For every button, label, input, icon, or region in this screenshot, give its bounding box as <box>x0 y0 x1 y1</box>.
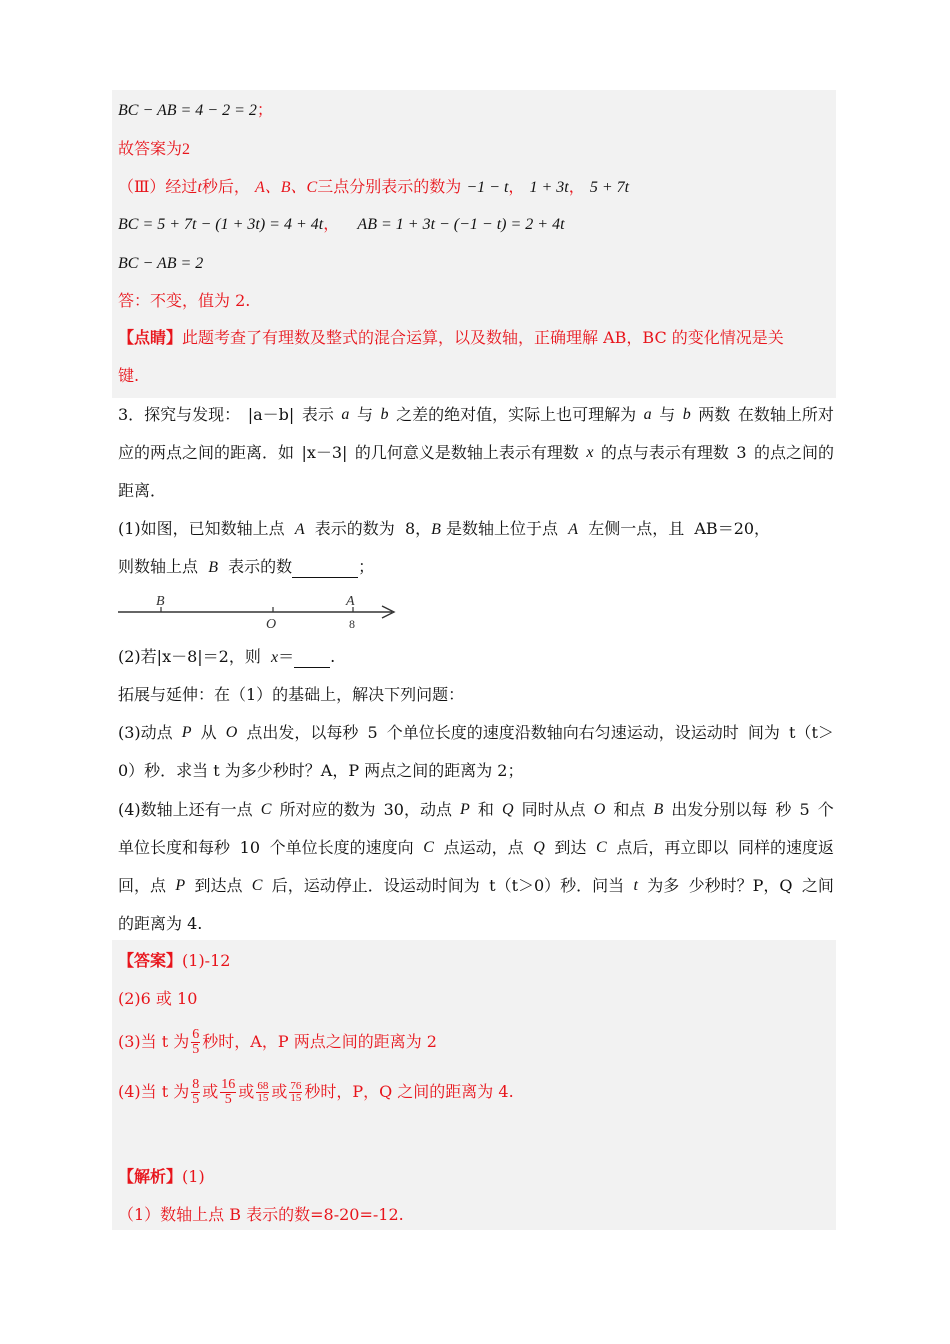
question-2: (2)若|x－8|＝2，则 x＝ . <box>118 647 336 666</box>
answer-4: (4)当 t 为 $\frac{8}{5}$ 或 $\frac{16}{5}$ 或 $\frac{68}{15}$ 或 $\frac{76}{15}$ 秒时，P，Q 之间的距离为 4. <box>118 1077 514 1107</box>
question-3-line2: 0）秒．求当 t 为多少秒时？A，P 两点之间的距离为 2； <box>118 761 524 780</box>
question-4-line4: 的距离为 4. <box>118 914 203 933</box>
analysis-heading: 【解析】(1) <box>118 1167 205 1186</box>
prev-diff-expr: BC − AB = 2 <box>118 255 204 272</box>
number-line-figure <box>116 590 398 632</box>
question-4-line3: 回，点 P 到达点 C 后，运动停止．设运动时间为 t（t＞0）秒．问当 t 为多 少秒时？P，Q 之间 <box>118 876 834 895</box>
extension-heading: 拓展与延伸：在（1）的基础上，解决下列问题： <box>118 685 465 704</box>
analysis-line1: （1）数轴上点 B 表示的数=8-20=-12. <box>118 1205 404 1224</box>
answer-blank-1[interactable] <box>292 557 358 578</box>
fraction-6-5: $\frac{6}{5}$ <box>192 1027 200 1057</box>
question-1-line1: (1)如图，已知数轴上点 A 表示的数为 8，B 是数轴上位于点 A 左侧一点，且 AB＝20， <box>118 519 771 538</box>
problem-intro-line2: 应的两点之间的距离．如 |x－3| 的几何意义是数轴上表示有理数 x 的点与表示有理数 3 的点之间的 <box>118 443 834 462</box>
problem-intro-line3: 距离． <box>118 481 167 500</box>
prev-conclusion: 答：不变，值为 2. <box>118 291 251 310</box>
problem-intro-line1: 3．探究与发现： |a－b| 表示 a 与 b 之差的绝对值，实际上也可理解为 a 与 b 两数 在数轴上所对 <box>118 405 834 424</box>
prev-answer-2: 故答案为2 <box>118 139 191 158</box>
label-8: 8 <box>349 617 355 631</box>
question-1-line2: 则数轴上点 B 表示的数 ； <box>118 557 375 576</box>
fraction-68-15: $\frac{68}{15}$ <box>257 1080 269 1104</box>
question-3-line1: (3)动点 P 从 O 点出发，以每秒 5 个单位长度的速度沿数轴向右匀速运动，设运动时 间为 t（t＞ <box>118 723 834 742</box>
label-B: B <box>156 594 165 609</box>
question-4-line2: 单位长度和每秒 10 个单位长度的速度向 C 点运动，点 Q 到达 C 点后，再立即以 同样的速度返 <box>118 838 834 857</box>
label-A: A <box>346 594 355 609</box>
answer-block: 【答案】(1)-12 <box>118 951 231 970</box>
label-O: O <box>266 617 277 632</box>
prev-bc-ab-exprs: BC = 5 + 7t − (1 + 3t) = 4 + 4t， AB = 1 + 3t − (−1 − t) = 2 + 4t <box>118 214 565 233</box>
fraction-8-5: $\frac{8}{5}$ <box>192 1077 200 1107</box>
solution-shade-top <box>112 90 836 398</box>
prev-part3-header: （Ⅲ）经过t秒后， A、B、C三点分别表示的数为 −1 − t， 1 + 3t， 5 + 7t <box>118 177 630 196</box>
prev-comment: 【点睛】此题考查了有理数及整式的混合运算，以及数轴，正确理解 AB，BC 的变化情况是关 <box>118 328 784 347</box>
answer-2: (2)6 或 10 <box>118 989 198 1008</box>
question-4-line1: (4)数轴上还有一点 C 所对应的数为 30，动点 P 和 Q 同时从点 O 和点 B 出发分别以每 秒 5 个 <box>118 800 834 819</box>
prev-comment-line2: 键. <box>118 366 140 385</box>
fraction-16-5: $\frac{16}{5}$ <box>221 1077 236 1107</box>
fraction-76-15: $\frac{76}{15}$ <box>290 1080 302 1104</box>
answer-3: (3)当 t 为 $\frac{6}{5}$ 秒时，A，P 两点之间的距离为 2 <box>118 1027 437 1057</box>
answer-blank-2[interactable] <box>294 647 330 668</box>
prev-line-bc-ab: BC − AB = 4 − 2 = 2； <box>118 100 273 119</box>
